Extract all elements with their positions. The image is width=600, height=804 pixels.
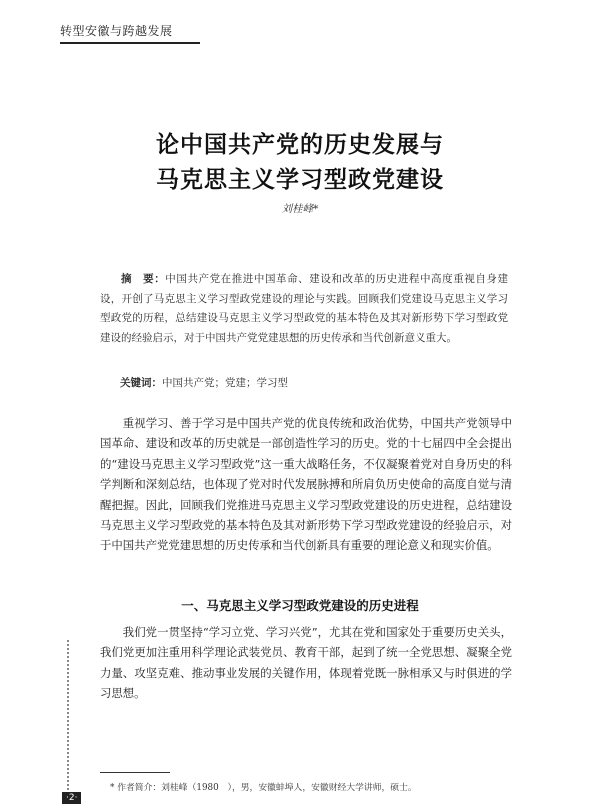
article-title-line2: 马克思主义学习型政党建设 [156, 166, 444, 193]
footnote: * 作者简介：刘桂峰（1980 ），男，安徽蚌埠人，安徽财经大学讲师，硕士。 [110, 783, 417, 793]
margin-binding-dots [67, 640, 71, 790]
abstract-label: 摘 要： [121, 273, 166, 285]
abstract [100, 270, 508, 348]
abstract-text: 中国共产党在推进中国革命、建设和改革的历史进程中高度重视自身建设，开创了马克思主义学习型政党建设的理论与实践。回顾我们党建设马克思主义学习型政党的历程，总结建设马克思主义学习型政党的基本特色及其对新形势下学习型政党建设的经验启示，对于中国共产党党建思想的历史传承和当代创新意义重大。 [100, 273, 509, 344]
page-number: ·2· [62, 792, 81, 804]
section-heading-1: 一、马克思主义学习型政党建设的历史进程 [181, 598, 419, 613]
body-paragraph-2: 我们党一贯坚持“学习立党、学习兴党”，尤其在党和国家处于重要历史关头，我们党更加注重用科学理论武装党员、教育干部，起到了统一全党思想、凝聚全党力量、攻坚克难、推动事业发展的关键作用，体现着党既一脉相承又与时俱进的学习思想。 [100, 625, 512, 701]
journal-header: 转型安徽与跨越发展 [60, 22, 200, 44]
keywords [120, 374, 510, 393]
author-name: 刘桂峰* [281, 203, 319, 215]
body-paragraph-1: 重视学习、善于学习是中国共产党的优良传统和政治优势，中国共产党领导中国革命、建设和改革的历史就是一部创造性学习的历史。党的十七届四中全会提出的“建设马克思主义学习型政党”这一重大战略任务，不仅凝聚着党对自身历史的科学判断和深刻总结，也体现了党对时代发展脉搏和所肩负历史使命的高度自觉与清醒把握。因此，回顾我们党推进马克思主义学习型政党建设的历史进程，总结建设马克思主义学习型政党的基本特色及其对新形势下学习型政党建设的经验启示，对于中国共产党党建思想的历史传承和当代创新具有重要的理论意义和现实价值。 [100, 416, 512, 553]
keywords-text: 中国共产党；党建；学习型 [162, 377, 288, 389]
keywords-label: 关键词： [120, 377, 162, 389]
article-title-line1: 论中国共产党的历史发展与 [156, 131, 444, 158]
footnote-divider [100, 772, 170, 773]
